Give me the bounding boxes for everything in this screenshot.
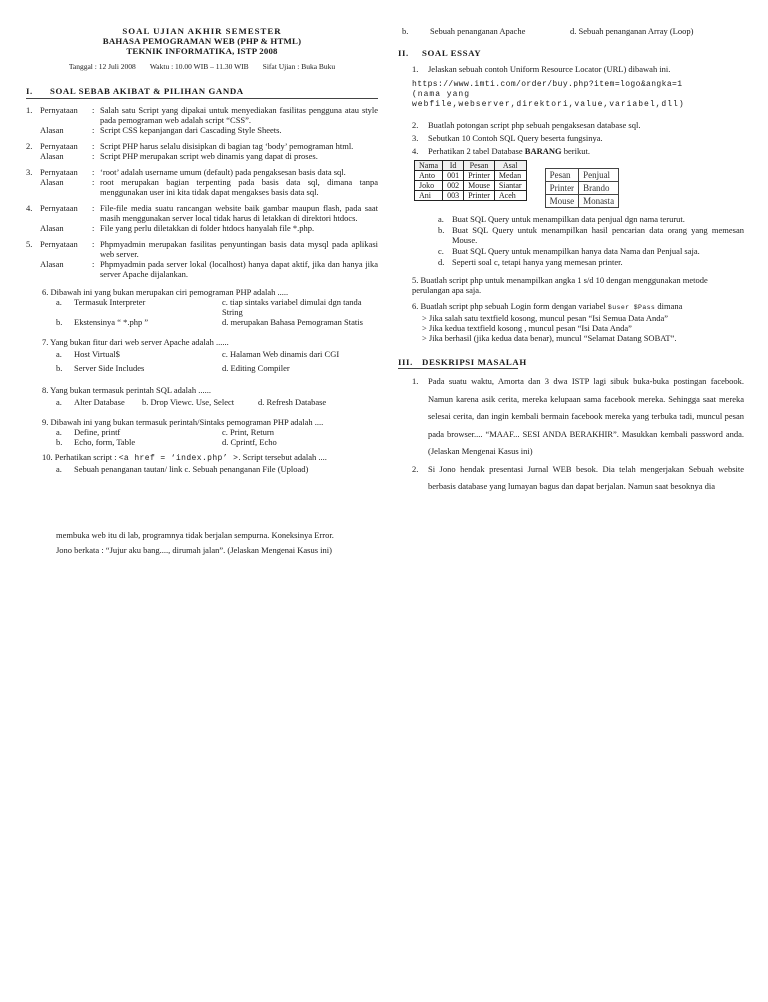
section-1-title: I. SOAL SEBAB AKIBAT & PILIHAN GANDA	[26, 86, 244, 96]
sql-subquestion: c. Buat SQL Query untuk menampilkan hanya data Nama dan Penjual saja.	[438, 246, 700, 256]
statement-text: File-file media suatu rancangan website baik gambar maupun flash, pada saat masih menggunakan server local tidak harus di letakkan di direktori htdocs.	[100, 203, 378, 223]
table-cell: Medan	[494, 171, 526, 181]
sql-subquestion: a. Buat SQL Query untuk menampilkan data penjual dgn nama terurut.	[438, 214, 685, 224]
option-c: c. tiap sintaks variabel dimulai dgn tanda String	[222, 297, 362, 317]
option-a: Termasuk Interpreter	[74, 297, 146, 307]
essay-list	[412, 64, 744, 156]
case-continuation: membuka web itu di lab, programnya tidak berjalan sempurna. Koneksinya Error. Jono berkata : “Jujur aku bang...., dirumah jalan”. (Jelaskan Mengenai Kasus ini)	[56, 530, 334, 555]
database-tables	[414, 160, 744, 208]
table-cell: Mouse	[464, 181, 495, 191]
reason-text: Phpmyadmin pada server lokal (localhost) hanya dapat aktif, jika dan hanya jika server Apache dijalankan.	[100, 259, 378, 279]
item-number: 3.	[26, 167, 33, 177]
url-hint: (nama yang webfile,webserver,direktori,value,variabel,dll)	[412, 90, 685, 109]
case-2: 2. Si Jono hendak presentasi Jurnal WEB besok. Dia telah mengerjakan Sebuah website berbasis database yang lumayan bagus dan dapat berjalan. Namun saat besoknya dia	[412, 463, 744, 491]
question-8: 8. Yang bukan termasuk perintah SQL adalah ...... a. Alter Database b. Drop Viewc. Use, Select d. Refresh Database	[42, 385, 378, 407]
option-b: Server Side Includes	[74, 363, 145, 373]
question-9: 9. Dibawah ini yang bukan termasuk perintah/Sintaks pemograman PHP adalah .... a. Define, printf c. Print, Return b. Echo, form, Table d. Cprintf, Echo	[42, 417, 378, 447]
login-rule: > Jika berhasil (jika kedua data benar), muncul “Selamat Datang SOBAT”.	[422, 333, 677, 343]
column-header: Penjual	[579, 169, 619, 182]
section-3-divider	[398, 368, 518, 369]
statement-text: Script PHP harus selalu disisipkan di bagian tag ‘body’ pemograman html.	[100, 141, 354, 151]
code-snippet: <a href = ‘index.php’ >	[118, 454, 239, 463]
title-line-3: TEKNIK INFORMATIKA, ISTP 2008	[126, 46, 278, 56]
option-c: c. Print, Return	[222, 427, 274, 437]
option-a: Alter Database	[74, 397, 125, 407]
statement-item: 5. Pernyataan : Phpmyadmin merupakan fasilitas penyuntingan basis data mysql pada aplikasi web server. Alasan : Phpmyadmin pada server lokal (localhost) hanya dapat aktif, jika dan hanya jika server Apache dijalankan.	[26, 239, 378, 279]
reason-label: Alasan	[40, 177, 64, 187]
section-2-title: II. SOAL ESSAY	[398, 48, 482, 58]
reason-text: Script CSS kepanjangan dari Cascading Style Sheets.	[100, 125, 282, 135]
table-cell: Monasta	[579, 195, 619, 208]
question-10: 10. Perhatikan script : <a href = ‘index.php’ >. Script tersebut adalah .... a. Sebuah penanganan tautan/ link c. Sebuah penanganan File (Upload)	[42, 452, 378, 474]
table-row	[415, 191, 527, 201]
option-d: d. Editing Compiler	[222, 363, 290, 373]
table-cell: Printer	[464, 191, 495, 201]
table-cell: Siantar	[494, 181, 526, 191]
statement-item: 3. Pernyataan : ‘root’ adalah username umum (default) pada pengaksesan basis data sql. Alasan : root merupakan bagian terpenting pada basis data sql, dimana tanpa menggunakan user ini kita tidak dapat mengakses basis data sql.	[26, 167, 378, 197]
table-row	[545, 182, 619, 195]
sql-subquestion: d. Seperti soal c, tetapi hanya yang memesan printer.	[438, 257, 623, 267]
option-b: Echo, form, Table	[74, 437, 136, 447]
essay-3: 3. Sebutkan 10 Contoh SQL Query beserta fungsinya.	[412, 133, 603, 143]
table-cell: Joko	[415, 181, 443, 191]
statement-label: Pernyataan	[40, 141, 78, 151]
table-row	[415, 181, 527, 191]
option-b: b. Drop Viewc. Use, Select	[142, 397, 235, 407]
table-row	[415, 171, 527, 181]
statement-item: 4. Pernyataan : File-file media suatu rancangan website baik gambar maupun flash, pada saat masih menggunakan server local tidak harus di letakkan di direktori htdocs. Alasan : File yang perlu diletakkan di folder htdocs hanyalah file *.php.	[26, 203, 378, 233]
item-number: 4.	[26, 203, 33, 213]
statement-label: Pernyataan	[40, 203, 78, 213]
column-header: Pesan	[464, 161, 495, 171]
table-cell: Printer	[464, 171, 495, 181]
table-cell: Brando	[579, 182, 619, 195]
statement-text: Salah satu Script yang dipakai untuk menyediakan fasilitas pengguna atau style pada pemograman web adalah script “CSS”.	[100, 105, 378, 125]
sql-subquestions	[438, 214, 744, 267]
statement-item: 2. Pernyataan : Script PHP harus selalu disisipkan di bagian tag ‘body’ pemograman html. Alasan : Script PHP merupakan script web dinamis yang dapat di proses.	[26, 141, 378, 161]
column-header: Nama	[415, 161, 443, 171]
reason-label: Alasan	[40, 125, 64, 135]
option-b: Sebuah penanganan Apache	[430, 26, 526, 36]
question-6: 6. Dibawah ini yang bukan merupakan ciri pemograman PHP adalah ..... a. Termasuk Interpreter c. tiap sintaks variabel dimulai dgn tanda String b. Ekstensinya “ *.php ” d. merupakan Bahasa Pemograman Statis	[42, 287, 378, 327]
table-cell: 002	[443, 181, 464, 191]
table-cell: Printer	[545, 182, 579, 195]
statement-text: ‘root’ adalah username umum (default) pada pengaksesan basis data sql.	[100, 167, 346, 177]
item-number: 5.	[26, 239, 33, 249]
option-c: c. Halaman Web dinamis dari CGI	[222, 349, 340, 359]
option-d: d. Cprintf, Echo	[222, 437, 277, 447]
column-header: Asal	[494, 161, 526, 171]
reason-text: Script PHP merupakan script web dinamis yang dapat di proses.	[100, 151, 318, 161]
reason-text: File yang perlu diletakkan di folder htdocs hanyalah file *.php.	[100, 223, 315, 233]
option-d: d. Sebuah penanganan Array (Loop)	[570, 26, 694, 36]
title-line-2: BAHASA PEMOGRAMAN WEB (PHP & HTML)	[102, 36, 302, 46]
column-header: Pesan	[545, 169, 579, 182]
table-sellers	[545, 168, 620, 208]
statement-label: Pernyataan	[40, 105, 78, 115]
option-d: d. merupakan Bahasa Pemograman Statis	[222, 317, 363, 327]
item-number: 2.	[26, 141, 33, 151]
table-row	[545, 195, 619, 208]
sql-subquestion: b. Buat SQL Query untuk menampilkan hasil pencarian data orang yang memesan Mouse.	[438, 225, 744, 245]
essay-6: 6. Buatlah script php sebuah Login form dengan variabel $user $Pass dimana	[412, 301, 683, 311]
essay-2: 2. Buatlah potongan script php sebuah pengaksesan database sql.	[412, 120, 641, 130]
table-cell: Mouse	[545, 195, 579, 208]
case-1: 1. Pada suatu waktu, Amorta dan 3 dwa ISTP lagi sibuk buka-buka postingan facebook. Namun karena asik cerita, mereka kelupaan sama facebook mereka. Sehingga saat mereka selesai cerita, dan ingin kembali bermain facebook mereka yang terbuka tadi, muncul pesan pada browser.... “MAAF... SESI ANDA BERAKHIR”. Masukkan kembali password anda. (Jelaskan Mengenai Kasus ini)	[412, 376, 744, 456]
table-cell: Anto	[415, 171, 443, 181]
statement-label: Pernyataan	[40, 167, 78, 177]
exam-time: Waktu : 10.00 WIB – 11.30 WIB	[149, 62, 249, 71]
option-b: Ekstensinya “ *.php ”	[74, 317, 149, 327]
url-example: https://www.imti.com/order/buy.php?item=logo&angka=1	[412, 80, 683, 89]
statement-reason-list	[26, 105, 378, 279]
statement-label: Pernyataan	[40, 239, 78, 249]
option-a: Define, printf	[74, 427, 121, 437]
case-list	[412, 373, 744, 496]
login-rules	[422, 313, 744, 343]
statement-text: Phpmyadmin merupakan fasilitas penyuntingan basis data mysql pada aplikasi web server.	[100, 239, 378, 259]
essay-4: 4. Perhatikan 2 tabel Database BARANG berikut.	[412, 146, 590, 156]
question-10-continued: b. Sebuah penanganan Apache d. Sebuah penanganan Array (Loop)	[402, 26, 744, 36]
exam-meta	[26, 62, 378, 72]
statement-item: 1. Pernyataan : Salah satu Script yang dipakai untuk menyediakan fasilitas pengguna atau style pada pemograman web adalah script “CSS”. Alasan : Script CSS kepanjangan dari Cascading Style Sheets.	[26, 105, 378, 135]
exam-date: Tanggal : 12 Juli 2008	[68, 62, 136, 71]
right-column	[398, 26, 744, 496]
reason-label: Alasan	[40, 151, 64, 161]
exam-type: Sifat Ujian : Buka Buku	[262, 62, 336, 71]
table-cell: Ani	[415, 191, 443, 201]
reason-text: root merupakan bagian terpenting pada basis data sql, dimana tanpa menggunakan user ini kita tidak dapat mengakses basis data sql.	[100, 177, 378, 197]
essay-1: 1. Jelaskan sebuah contoh Uniform Resource Locator (URL) dibawah ini.	[412, 64, 671, 74]
table-cell: 003	[443, 191, 464, 201]
table-cell: Aceh	[494, 191, 526, 201]
essay-5: 5. Buatlah script php untuk menampilkan angka 1 s/d 10 dengan menggunakan metode perulangan apa saja.	[412, 275, 708, 295]
title-line-1: SOAL UJIAN AKHIR SEMESTER	[122, 26, 282, 36]
reason-label: Alasan	[40, 259, 64, 269]
reason-label: Alasan	[40, 223, 64, 233]
option-a: Host Virtual$	[74, 349, 120, 359]
option-a: Sebuah penanganan tautan/ link c. Sebuah penanganan File (Upload)	[74, 464, 309, 474]
login-rule: > Jika kedua textfield kosong , muncul pesan “Isi Data Anda”	[422, 323, 632, 333]
left-column	[26, 26, 378, 558]
option-d: d. Refresh Database	[258, 397, 327, 407]
table-cell: 001	[443, 171, 464, 181]
column-header: Id	[443, 161, 464, 171]
table-orders	[414, 160, 527, 201]
item-number: 1.	[26, 105, 33, 115]
login-rule: > Jika salah satu textfield kosong, muncul pesan “Isi Semua Data Anda”	[422, 313, 669, 323]
question-7: 7. Yang bukan fitur dari web server Apache adalah ...... a. Host Virtual$ c. Halaman Web dinamis dari CGI b. Server Side Includes d. Editing Compiler	[42, 337, 378, 375]
section-3-title: III. DESKRIPSI MASALAH	[398, 357, 527, 367]
section-1-divider	[26, 98, 378, 99]
